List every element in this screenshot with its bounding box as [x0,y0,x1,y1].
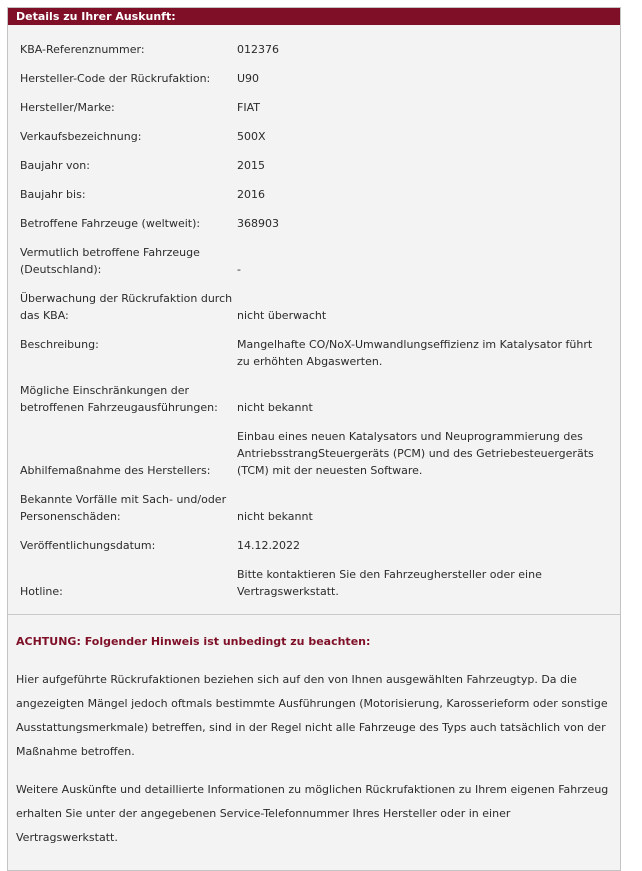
detail-row-affected-worldwide [8,209,620,238]
detail-row-publication-date [8,531,620,560]
detail-label: Betroffene Fahrzeuge (weltweit): [20,217,201,230]
detail-value: Bitte kontaktieren Sie den Fahrzeughersteller oder eine Vertragswerkstatt. [237,568,542,598]
detail-label: Bekannte Vorfälle mit Sach- und/oder Personenschäden: [20,493,227,523]
detail-label: Mögliche Einschränkungen der betroffenen Fahrzeugausführungen: [20,384,218,414]
detail-value: 2016 [237,188,265,201]
detail-value: 2015 [237,159,265,172]
detail-value: Einbau eines neuen Katalysators und Neuprogrammierung des AntriebsstrangSteuergeräts (PCM) und des Getriebesteuergeräts (TCM) mit der neuesten Software. [237,430,594,477]
detail-label: Veröffentlichungsdatum: [20,539,156,552]
detail-row-year-from [8,151,620,180]
detail-row-year-to [8,180,620,209]
detail-label: Baujahr von: [20,159,90,172]
detail-row-restrictions [8,376,620,422]
panel-title: Details zu Ihrer Auskunft: [8,8,620,25]
detail-row-description [8,330,620,376]
notice-title: ACHTUNG: Folgender Hinweis ist unbedingt zu beachten: [16,635,371,648]
detail-row-kba-reference [8,35,620,64]
recall-details-panel [7,7,621,871]
notice-paragraph: Hier aufgeführte Rückrufaktionen beziehen sich auf den von Ihnen ausgewählten Fahrzeugtyp. Da die angezeigten Mängel jedoch oftmals bestimmte Ausführungen (Motorisierung, Karosserieform oder sonstige Ausstattungsmerkmale) betreffen, sind in der Regel nicht alle Fahrzeuge des Typs auch tatsächlich von der Maßnahme betroffen. [16,673,608,758]
notice-section [8,615,620,870]
detail-value: 14.12.2022 [237,539,300,552]
detail-value: U90 [237,72,260,85]
detail-value: 012376 [237,43,279,56]
detail-value: FIAT [237,101,260,114]
detail-row-affected-germany [8,238,620,284]
detail-label: Vermutlich betroffene Fahrzeuge (Deutschland): [20,246,200,276]
detail-label: Beschreibung: [20,338,99,351]
detail-row-brand [8,93,620,122]
detail-row-kba-monitoring [8,284,620,330]
detail-value: 368903 [237,217,279,230]
detail-label: Überwachung der Rückrufaktion durch das KBA: [20,292,233,322]
detail-label: KBA-Referenznummer: [20,43,145,56]
detail-row-manufacturer-code [8,64,620,93]
detail-value: nicht überwacht [237,309,327,322]
detail-value: - [237,263,241,276]
detail-label: Verkaufsbezeichnung: [20,130,142,143]
details-table [8,35,620,606]
detail-value: nicht bekannt [237,401,313,414]
details-section [8,25,620,614]
notice-paragraph: Weitere Auskünfte und detaillierte Informationen zu möglichen Rückrufaktionen zu Ihrem eigenen Fahrzeug erhalten Sie unter der angegebenen Service-Telefonnummer Ihres Hersteller oder in einer Vertragswerkstatt. [16,783,609,844]
detail-label: Baujahr bis: [20,188,86,201]
detail-row-incidents [8,485,620,531]
detail-value: 500X [237,130,266,143]
detail-row-hotline [8,560,620,606]
detail-value: Mangelhafte CO/NoX-Umwandlungseffizienz im Katalysator führt zu erhöhten Abgaswerten. [237,338,593,368]
detail-label: Hotline: [20,585,63,598]
detail-row-sales-name [8,122,620,151]
detail-label: Hersteller/Marke: [20,101,115,114]
detail-value: nicht bekannt [237,510,313,523]
detail-label: Hersteller-Code der Rückrufaktion: [20,72,211,85]
detail-row-remedy [8,422,620,485]
detail-label: Abhilfemaßnahme des Herstellers: [20,464,211,477]
